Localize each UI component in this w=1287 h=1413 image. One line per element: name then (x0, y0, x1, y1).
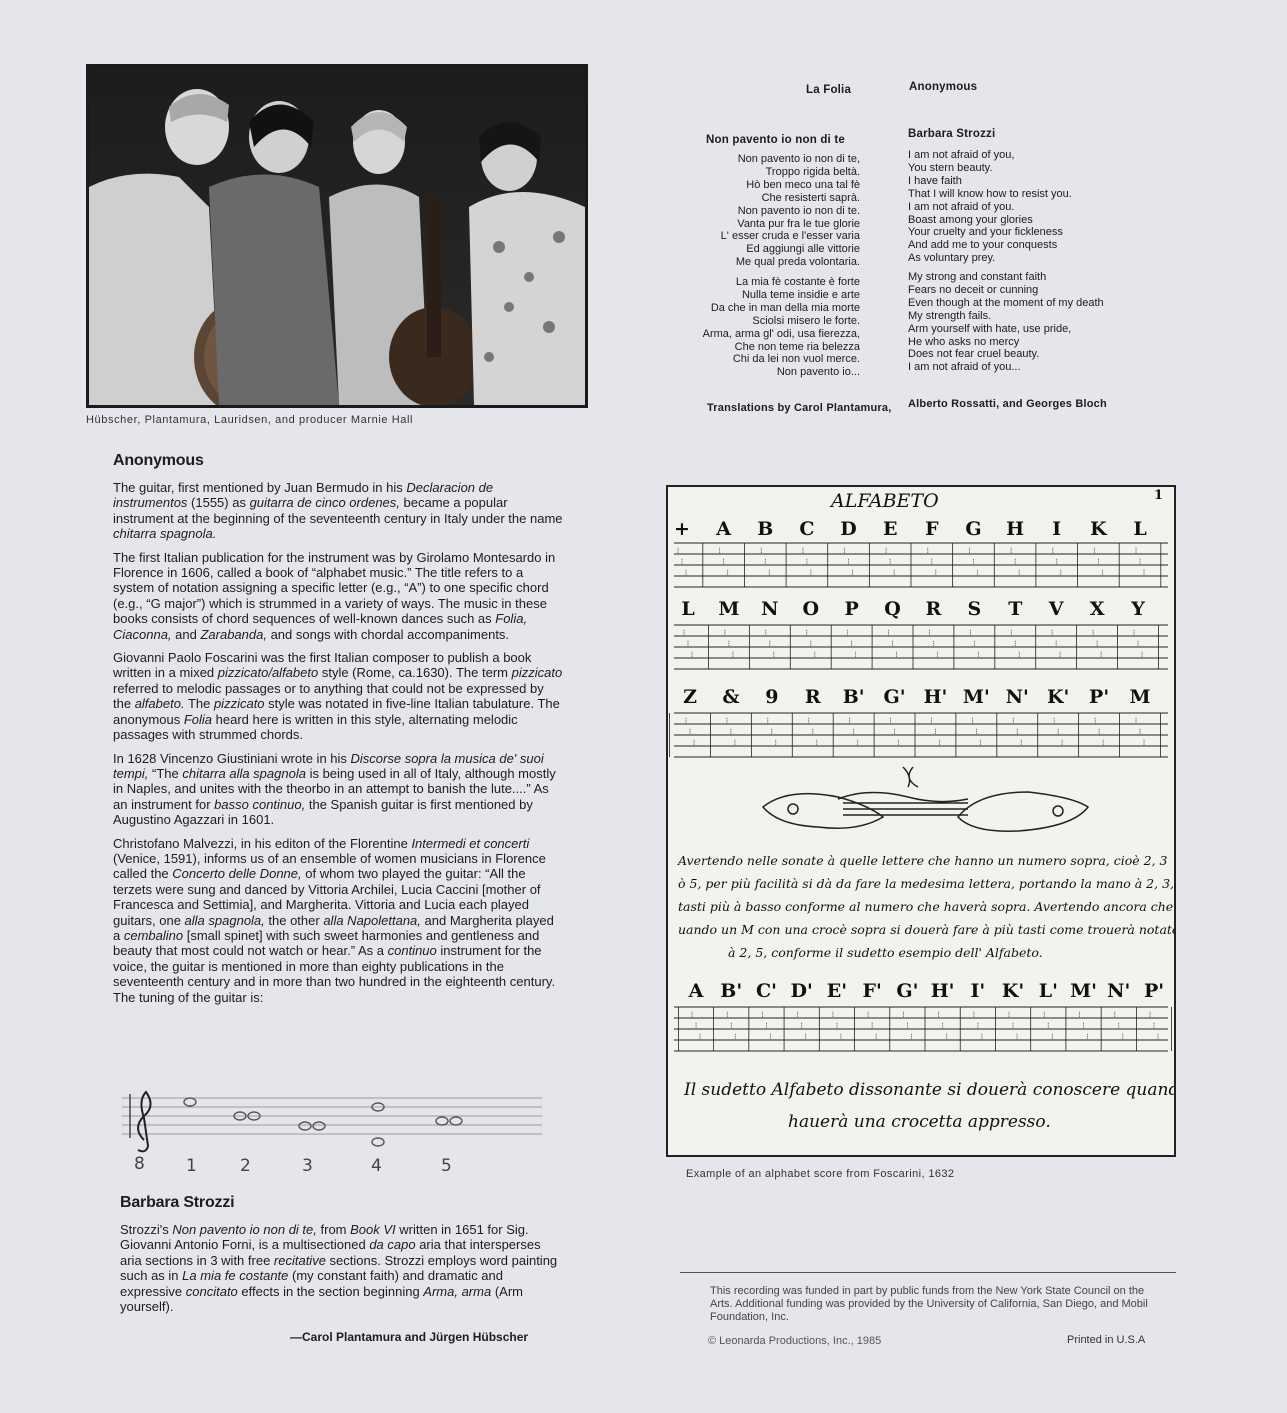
score-letter: I' (970, 980, 986, 1002)
tab-mark: ⁝ (856, 738, 859, 747)
tab-mark: ⁝ (887, 628, 890, 637)
tab-mark: ⁝ (1078, 1010, 1081, 1019)
tab-mark: ⁝ (725, 1010, 729, 1019)
tab-mark: ⁝ (1052, 716, 1056, 725)
verse-line: Me qual preda volontaria. (735, 256, 860, 269)
tab-mark: ⁝ (897, 738, 900, 747)
tab-mark: ⁝ (807, 716, 811, 725)
tab-mark: ⁝ (1148, 1010, 1152, 1019)
tab-mark: ⁝ (977, 650, 980, 659)
tab-mark: ⁝ (694, 1021, 698, 1030)
heading-anonymous: Anonymous (113, 452, 204, 469)
essay-paragraph: Giovanni Paolo Foscarini was the first Italian composer to publish a book written in a mixed pizzicato/alfabeto style (Rome, ca.1630). The term pizzicato referred to melodic passages or to anything that could not be expressed by the alfabeto. The pizzicato style was notated in five-line Italian tabulature. The anonymous Folia heard here is written in this style, alternating melodic passages with strummed chords. (113, 650, 563, 743)
tab-mark: ⁝ (854, 650, 857, 659)
verse-line: My strong and constant faith (908, 271, 1047, 283)
handwriting-line: uando un M con una crocè sopra si douerà fare à più tasti come trouerà notato, ò (678, 922, 1174, 937)
verse-line: Chi da lei non vuol merce. (732, 353, 860, 366)
verse-line: Does not fear cruel beauty. (908, 348, 1040, 361)
tab-mark: ⁝ (843, 546, 846, 555)
verse-line: Che resisterti saprà. (761, 191, 860, 204)
tab-mark: ⁝ (1138, 557, 1142, 566)
score-letter: K' (1047, 686, 1070, 708)
score-letter: N (761, 598, 779, 620)
tab-mark: ⁝ (926, 546, 930, 555)
tab-mark: ⁝ (1058, 650, 1062, 659)
tab-mark: ⁝ (910, 1032, 913, 1041)
printed-in: Printed in U.S.A (1067, 1334, 1146, 1346)
tab-mark: ⁝ (969, 628, 972, 637)
english-verse-1 (908, 149, 1072, 265)
tab-mark: ⁝ (1009, 628, 1013, 637)
tab-mark: ⁝ (688, 727, 692, 736)
verse-line: La mia fè costante è forte (735, 276, 860, 288)
tab-mark: ⁝ (811, 727, 815, 736)
tab-mark: ⁝ (1117, 1021, 1121, 1030)
tab-mark: ⁝ (930, 557, 934, 566)
tab-mark: ⁝ (796, 1010, 799, 1019)
tab-mark: ⁝ (770, 727, 774, 736)
tuning-number: 4 (371, 1156, 382, 1176)
score-letter: D' (790, 980, 813, 1002)
tab-mark: ⁝ (1007, 1010, 1011, 1019)
tab-mark: ⁝ (1156, 1032, 1160, 1041)
tab-mark: ⁝ (1093, 716, 1097, 725)
tab-mark: ⁝ (692, 738, 696, 747)
tab-mark: ⁝ (831, 1010, 835, 1019)
tab-mark: ⁝ (805, 628, 809, 637)
score-title: ALFABETO (831, 490, 939, 512)
verse-line: I am not afraid of you. (908, 200, 1015, 213)
verse-line: That I will know how to resist you. (908, 187, 1072, 200)
tab-mark: ⁝ (813, 650, 817, 659)
score-letter: G' (883, 686, 906, 708)
score-letter: B' (720, 980, 743, 1002)
tuning-number: 5 (441, 1156, 452, 1176)
tab-mark: ⁝ (722, 557, 725, 566)
handwriting-line: Avertendo nelle sonate à quelle lettere che hanno un numero sopra, cioè 2, 3 (678, 853, 1168, 868)
score-letter: E' (826, 980, 848, 1002)
tab-mark: ⁝ (1051, 1032, 1054, 1041)
score-letter: F' (862, 980, 882, 1002)
verse-line: Arma, arma gl' odi, usa fierezza, (702, 327, 860, 340)
score-letter: B' (842, 686, 865, 708)
handwriting-line: ò 5, per più facilità si dà da fare la medesima lettera, portando la mano à 2, 3, ò 5 (678, 876, 1174, 891)
score-letter: M' (962, 686, 990, 708)
tab-mark: ⁝ (1056, 727, 1060, 736)
tab-mark: ⁝ (676, 546, 680, 555)
tab-mark: ⁝ (1013, 639, 1017, 648)
tuning-number: 2 (240, 1156, 251, 1176)
tab-mark: ⁝ (968, 546, 971, 555)
verse-line: Non pavento io non di te. (737, 204, 860, 217)
score-letter: O (802, 598, 820, 620)
score-letter: A (688, 980, 704, 1002)
tab-mark: ⁝ (1019, 738, 1023, 747)
verse-line: Hò ben meco una tal fè (746, 178, 860, 191)
italian-verse-1 (721, 153, 860, 269)
score-letter: E (882, 518, 898, 540)
tab-mark: ⁝ (906, 1021, 909, 1030)
tab-mark: ⁝ (934, 727, 937, 736)
translations-credit-right: Alberto Rossatti, and Georges Bloch (908, 398, 1107, 410)
tab-mark: ⁝ (972, 1010, 976, 1019)
verse-line: Troppo rigida beltà. (765, 165, 860, 178)
tab-mark: ⁝ (1097, 557, 1100, 566)
score-letter: R (925, 598, 942, 620)
tab-mark: ⁝ (975, 727, 978, 736)
tab-mark: ⁝ (815, 738, 819, 747)
tab-mark: ⁝ (725, 716, 729, 725)
essay-signature: —Carol Plantamura and Jürgen Hübscher (290, 1330, 529, 1344)
tab-mark: ⁝ (884, 546, 888, 555)
score-letter: Y (1131, 598, 1145, 620)
tab-mark: ⁝ (932, 639, 935, 648)
score-letter: T (1008, 598, 1023, 620)
verse-line: L' esser cruda e l'esser varia (720, 230, 860, 243)
tab-mark: ⁝ (729, 1021, 733, 1030)
verse-line: Even though at the moment of my death (908, 296, 1104, 309)
tab-mark: ⁝ (1101, 568, 1104, 577)
tab-mark: ⁝ (1113, 1010, 1117, 1019)
tab-mark: ⁝ (1009, 546, 1013, 555)
tab-mark: ⁝ (892, 568, 896, 577)
verse-line: You stern beauty. (908, 161, 993, 174)
verse-line: I am not afraid of you, (908, 149, 1015, 161)
score-letter: V (1048, 598, 1064, 620)
score-letter: B (757, 518, 774, 540)
score-caption: Example of an alphabet score from Foscarini, 1632 (686, 1168, 955, 1180)
score-letter: C (799, 518, 815, 540)
tuning-number: 1 (186, 1156, 197, 1176)
tab-mark: ⁝ (1054, 639, 1058, 648)
tab-mark: ⁝ (851, 568, 854, 577)
alfabeto-score (666, 485, 1176, 1157)
essay-strozzi (120, 1222, 560, 1314)
tab-mark: ⁝ (1142, 568, 1146, 577)
tab-mark: ⁝ (772, 650, 776, 659)
piece2-composer: Barbara Strozzi (908, 128, 996, 140)
tab-mark: ⁝ (1095, 639, 1099, 648)
tab-mark: ⁝ (972, 557, 975, 566)
score-letter: M (718, 598, 740, 620)
score-letter: G' (896, 980, 919, 1002)
tab-mark: ⁝ (937, 1010, 940, 1019)
score-letter: Q (884, 598, 901, 620)
tuning-number: 8 (134, 1154, 145, 1174)
tab-mark: ⁝ (893, 727, 896, 736)
score-letter: M (1129, 686, 1151, 708)
tab-mark: ⁝ (767, 568, 771, 577)
verse-line: As voluntary prey. (908, 252, 996, 265)
essay-paragraph: Christofano Malvezzi, in his editon of the Florentine Intermedi et concerti (Venice, 1591), informs us of an ensemble of women musicians in Florence called the Concerto delle Donne, of whom two played the guitar: “All the terzets were sung and danced by Vittoria Archilei, Lucia Caccini [mother of Francesca and Settimia], and Margherita. Vittoria and Lucia each played guitars, one alla spagnola, the other alla Napolettana, and Margherita played a cembalino [small spinet] with such sweet harmonies and gentleness and beauty that most could not watch or hear.” As a continuo instrument for the voice, the guitar is mentioned in more than eighty publications in the seventeenth century and in more than two hundred in the eighteenth century. The tuning of the guitar is: (113, 835, 556, 1005)
verse-line: Che non teme ria belezza (734, 340, 860, 353)
score-letter: F (925, 518, 939, 540)
tab-mark: ⁝ (1099, 650, 1103, 659)
tab-mark: ⁝ (945, 1032, 948, 1041)
tab-mark: ⁝ (763, 557, 767, 566)
tab-mark: ⁝ (765, 1021, 768, 1030)
piece1-title: La Folia (806, 84, 852, 96)
score-letter: N' (1107, 980, 1131, 1002)
tab-mark: ⁝ (980, 1032, 984, 1041)
score-letter: G (965, 518, 982, 540)
piece1-composer: Anonymous (909, 81, 978, 93)
score-letter: L (681, 598, 695, 620)
tab-mark: ⁝ (800, 1021, 803, 1030)
tab-mark: ⁝ (727, 639, 731, 648)
tab-mark: ⁝ (684, 716, 688, 725)
tab-mark: ⁝ (848, 716, 851, 725)
tab-mark: ⁝ (1015, 1032, 1019, 1041)
score-letter: C' (755, 980, 777, 1002)
score-letter: A (716, 518, 732, 540)
score-letter: K' (1001, 980, 1025, 1002)
tab-mark: ⁝ (976, 568, 979, 577)
tab-mark: ⁝ (1082, 1021, 1085, 1030)
tab-mark: ⁝ (1097, 727, 1101, 736)
score-letter: Z (683, 686, 697, 708)
tab-mark: ⁝ (680, 557, 684, 566)
tab-mark: ⁝ (936, 650, 939, 659)
verse-line: Non pavento io non di te, (737, 153, 860, 165)
tab-mark: ⁝ (1091, 628, 1095, 637)
tab-mark: ⁝ (850, 639, 853, 648)
verse-line: Ed aggiungi alle vittorie (746, 243, 860, 256)
verse-line: Nulla teme insidie e arte (741, 288, 860, 301)
score-letter: H' (923, 686, 948, 708)
tab-mark: ⁝ (870, 1021, 874, 1030)
score-letter: P' (1143, 980, 1165, 1002)
tab-mark: ⁝ (723, 628, 727, 637)
tab-mark: ⁝ (766, 716, 770, 725)
tab-mark: ⁝ (761, 1010, 764, 1019)
verse-line: Boast among your glories (908, 213, 1033, 226)
tab-mark: ⁝ (1134, 546, 1138, 555)
tab-mark: ⁝ (684, 568, 688, 577)
tab-mark: ⁝ (938, 738, 941, 747)
tab-mark: ⁝ (1136, 639, 1140, 648)
tab-mark: ⁝ (835, 1021, 839, 1030)
tab-mark: ⁝ (891, 639, 894, 648)
tab-mark: ⁝ (1134, 716, 1138, 725)
tab-mark: ⁝ (759, 546, 763, 555)
score-letter: L (1133, 518, 1147, 540)
tab-mark: ⁝ (1051, 546, 1055, 555)
tab-mark: ⁝ (976, 1021, 980, 1030)
tab-mark: ⁝ (1142, 738, 1146, 747)
tab-mark: ⁝ (866, 1010, 870, 1019)
tab-mark: ⁝ (852, 727, 855, 736)
tab-mark: ⁝ (1086, 1032, 1089, 1041)
ornament (763, 767, 1088, 831)
verse-line: Vanta pur fra le tue glorie (737, 217, 860, 230)
group-photo (86, 64, 588, 408)
score-letter: 9 (765, 686, 779, 708)
verse-line: My strength fails. (908, 309, 992, 322)
tab-mark: ⁝ (731, 650, 735, 659)
tab-mark: ⁝ (768, 639, 772, 648)
tab-mark: ⁝ (1121, 1032, 1125, 1041)
score-page-number: 1 (1154, 488, 1164, 503)
verse-line: I am not afraid of you... (908, 361, 1021, 374)
tab-mark: ⁝ (682, 628, 686, 637)
tab-mark: ⁝ (1060, 738, 1064, 747)
tab-mark: ⁝ (888, 557, 892, 566)
italian-verse-2 (703, 276, 860, 379)
score-letter: R (804, 686, 821, 708)
score-letter: I (1052, 518, 1062, 540)
tab-mark: ⁝ (1013, 557, 1017, 566)
tab-mark: ⁝ (1101, 738, 1105, 747)
tab-mark: ⁝ (1055, 557, 1059, 566)
verse-line: I have faith (908, 174, 962, 187)
tab-mark: ⁝ (1059, 568, 1063, 577)
tab-mark: ⁝ (1050, 628, 1054, 637)
tab-mark: ⁝ (902, 1010, 905, 1019)
essay-paragraph: The first Italian publication for the instrument was by Girolamo Montesardo in Florence in 1606, called a book of “alphabet music.” The title refers to a system of notation assigning a specific letter (e.g., “A”) to one specific chord (e.g., “G major”) which is strummed in a variety of ways. The music in these books consists of chord sequences of well-known dances such as Folia, Ciaconna, and Zarabanda, and songs with chordal accompaniments. (113, 549, 556, 642)
tab-mark: ⁝ (1017, 650, 1021, 659)
score-letter: X (1089, 598, 1105, 620)
verse-line: Non pavento io... (776, 366, 860, 379)
score-letter: S (967, 598, 982, 620)
handwriting-line: hauerà una crocetta appresso. (788, 1112, 1051, 1132)
footer-divider (680, 1272, 1176, 1273)
tab-mark: ⁝ (764, 628, 768, 637)
score-letter: N' (1005, 686, 1029, 708)
score-letter: & (722, 686, 740, 708)
tab-mark: ⁝ (686, 639, 690, 648)
verse-line: Sciolsi misero le forte. (752, 314, 860, 327)
essay-paragraph: The guitar, first mentioned by Juan Bermudo in his Declaracion de instrumentos (1555) as guitarra de cinco ordenes, became a popular instrument at the beginning of the seventeenth century in Italy under the name chitarra spagnola. (113, 480, 563, 542)
score-letter: H (1006, 518, 1025, 540)
tab-mark: ⁝ (928, 628, 931, 637)
verse-line: Fears no deceit or cunning (908, 283, 1039, 296)
tab-mark: ⁝ (979, 738, 982, 747)
tab-mark: ⁝ (1140, 650, 1144, 659)
handwriting-line: à 2, 5, conforme il sudetto esempio dell' Alfabeto. (728, 945, 1043, 960)
score-letter: P (844, 598, 859, 620)
piece2-title: Non pavento io non di te (706, 134, 845, 146)
tab-mark: ⁝ (809, 568, 813, 577)
verse-line: Da che in man della mia morte (710, 301, 860, 314)
translations-credit-left: Translations by Carol Plantamura, (707, 402, 892, 414)
english-verse-2 (908, 271, 1104, 374)
tab-mark: ⁝ (1043, 1010, 1046, 1019)
copyright: © Leonarda Productions, Inc., 1985 (708, 1335, 882, 1347)
tab-mark: ⁝ (930, 716, 933, 725)
handwriting-line: tasti più à basso conforme al numero che haverà sopra. Avertendo ancora che tro- (678, 899, 1174, 914)
funding-note: This recording was funded in part by public funds from the New York State Council on the Arts. Additional funding was provided by the University of California, San Diego, and Mobil Foundation, Inc. (710, 1285, 1148, 1323)
tab-mark: ⁝ (1015, 727, 1019, 736)
tab-mark: ⁝ (733, 738, 737, 747)
tab-mark: ⁝ (847, 557, 850, 566)
essay-paragraph: In 1628 Vincenzo Giustiniani wrote in his Discorse sopra la musica de' suoi tempi, “The chitarra alla spagnola is being used in all of Italy, although mostly in Naples, and unites with the theorbo in an attempt to banish the lute....” As an instrument for basso continuo, the Spanish guitar is first mentioned by Augustino Agazzari in 1601. (113, 750, 556, 828)
score-letter: L' (1038, 980, 1058, 1002)
tab-mark: ⁝ (1093, 546, 1096, 555)
handwriting-line: Il sudetto Alfabeto dissonante si douerà conoscere quando (684, 1080, 1174, 1100)
tab-mark: ⁝ (809, 639, 813, 648)
tab-mark: ⁝ (726, 568, 729, 577)
score-letter: P' (1089, 686, 1110, 708)
tab-mark: ⁝ (690, 1010, 694, 1019)
tab-mark: ⁝ (895, 650, 898, 659)
tuning-number: 3 (302, 1156, 313, 1176)
tab-mark: ⁝ (733, 1032, 737, 1041)
essay-paragraph: Strozzi's Non pavento io non di te, from Book VI written in 1651 for Sig. Giovanni Antonio Forni, is a multisectioned da capo aria that intersperses aria sections in 3 with free recitative sections. Strozzi employs word painting such as in La mia fe costante (my constant faith) and dramatic and expressive concitato effects in the section beginning Arma, arma (Arm yourself). (120, 1222, 558, 1315)
tab-mark: ⁝ (1011, 1021, 1015, 1030)
tab-mark: ⁝ (839, 1032, 843, 1041)
tab-mark: ⁝ (718, 546, 721, 555)
verse-line: Arm yourself with hate, use pride, (908, 322, 1072, 335)
tab-mark: ⁝ (1047, 1021, 1050, 1030)
tab-mark: ⁝ (801, 546, 805, 555)
tab-mark: ⁝ (1017, 568, 1021, 577)
tab-mark: ⁝ (1152, 1021, 1156, 1030)
score-letter: K (1090, 518, 1107, 540)
tab-mark: ⁝ (889, 716, 892, 725)
score-letter: M' (1070, 980, 1097, 1002)
tab-mark: ⁝ (971, 716, 974, 725)
tab-mark: ⁝ (805, 557, 809, 566)
tab-mark: ⁝ (774, 738, 778, 747)
tab-mark: ⁝ (729, 727, 733, 736)
score-letter: D (840, 518, 857, 540)
tab-mark: ⁝ (698, 1032, 702, 1041)
tab-mark: ⁝ (804, 1032, 807, 1041)
tab-mark: ⁝ (973, 639, 976, 648)
tab-mark: ⁝ (934, 568, 938, 577)
tuning-numbers (130, 1154, 460, 1180)
tab-mark: ⁝ (874, 1032, 878, 1041)
tab-mark: ⁝ (941, 1021, 944, 1030)
verse-line: He who asks no mercy (908, 335, 1020, 348)
verse-line: And add me to your conquests (908, 239, 1058, 252)
photo-caption: Hübscher, Plantamura, Lauridsen, and producer Marnie Hall (86, 414, 414, 426)
tab-mark: ⁝ (769, 1032, 772, 1041)
tab-mark: ⁝ (1132, 628, 1136, 637)
score-letter: H' (930, 980, 955, 1002)
tab-mark: ⁝ (1138, 727, 1142, 736)
tab-mark: ⁝ (846, 628, 849, 637)
score-letter: + (674, 518, 690, 540)
tab-mark: ⁝ (1011, 716, 1015, 725)
verse-line: Your cruelty and your fickleness (908, 226, 1063, 239)
heading-strozzi: Barbara Strozzi (120, 1194, 235, 1211)
tab-mark: ⁝ (690, 650, 694, 659)
essay-anonymous (113, 480, 563, 1005)
